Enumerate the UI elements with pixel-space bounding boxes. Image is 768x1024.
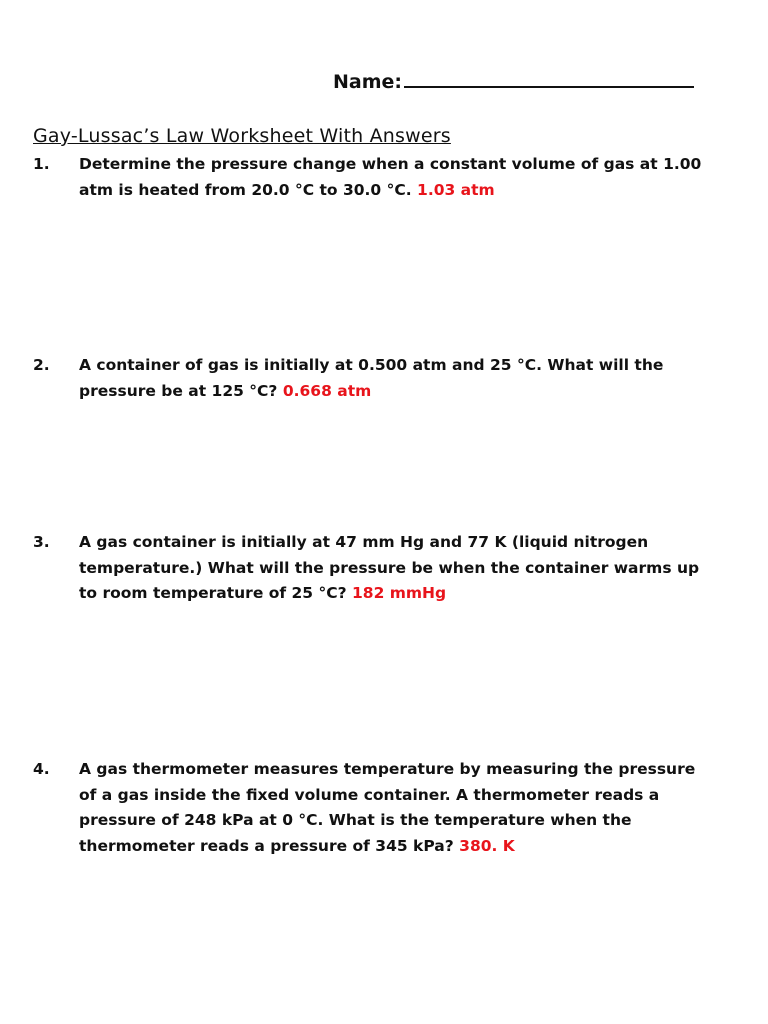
question-2 <box>33 353 713 404</box>
question-text <box>79 152 713 203</box>
question-number: 3. <box>33 533 50 551</box>
question-4 <box>33 757 713 859</box>
question-body: Determine the pressure change when a constant volume of gas at 1.00 atm is heated from 20.0 °C to 30.0 °C. <box>79 155 702 199</box>
question-number: 1. <box>33 155 50 173</box>
answer-text: 380. K <box>459 836 515 855</box>
name-blank-line <box>404 68 694 88</box>
question-3 <box>33 530 713 607</box>
question-number: 4. <box>33 760 50 778</box>
worksheet-title: Gay-Lussac’s Law Worksheet With Answers <box>33 125 451 147</box>
name-label: Name: <box>333 71 403 93</box>
answer-text: 182 mmHg <box>352 584 447 602</box>
question-number: 2. <box>33 356 50 374</box>
question-body: A container of gas is initially at 0.500 atm and 25 °C. What will the pressure be at 125 °C? <box>79 356 664 400</box>
question-text <box>79 353 713 404</box>
answer-text: 1.03 atm <box>417 180 495 199</box>
name-field <box>333 68 694 93</box>
question-body: A gas thermometer measures temperature by measuring the pressure of a gas inside the fixed volume container. A thermometer reads a pressure of 248 kPa at 0 °C. What is the temperature when the thermometer reads a pressure of 345 kPa? <box>79 760 696 855</box>
answer-text: 0.668 atm <box>282 381 372 400</box>
question-1 <box>33 152 713 203</box>
question-text <box>79 530 713 607</box>
question-body: A gas container is initially at 47 mm Hg and 77 K (liquid nitrogen temperature.) What will the pressure be when the container warms up to room temperature of 25 °C? <box>79 533 700 602</box>
question-text <box>79 757 713 859</box>
